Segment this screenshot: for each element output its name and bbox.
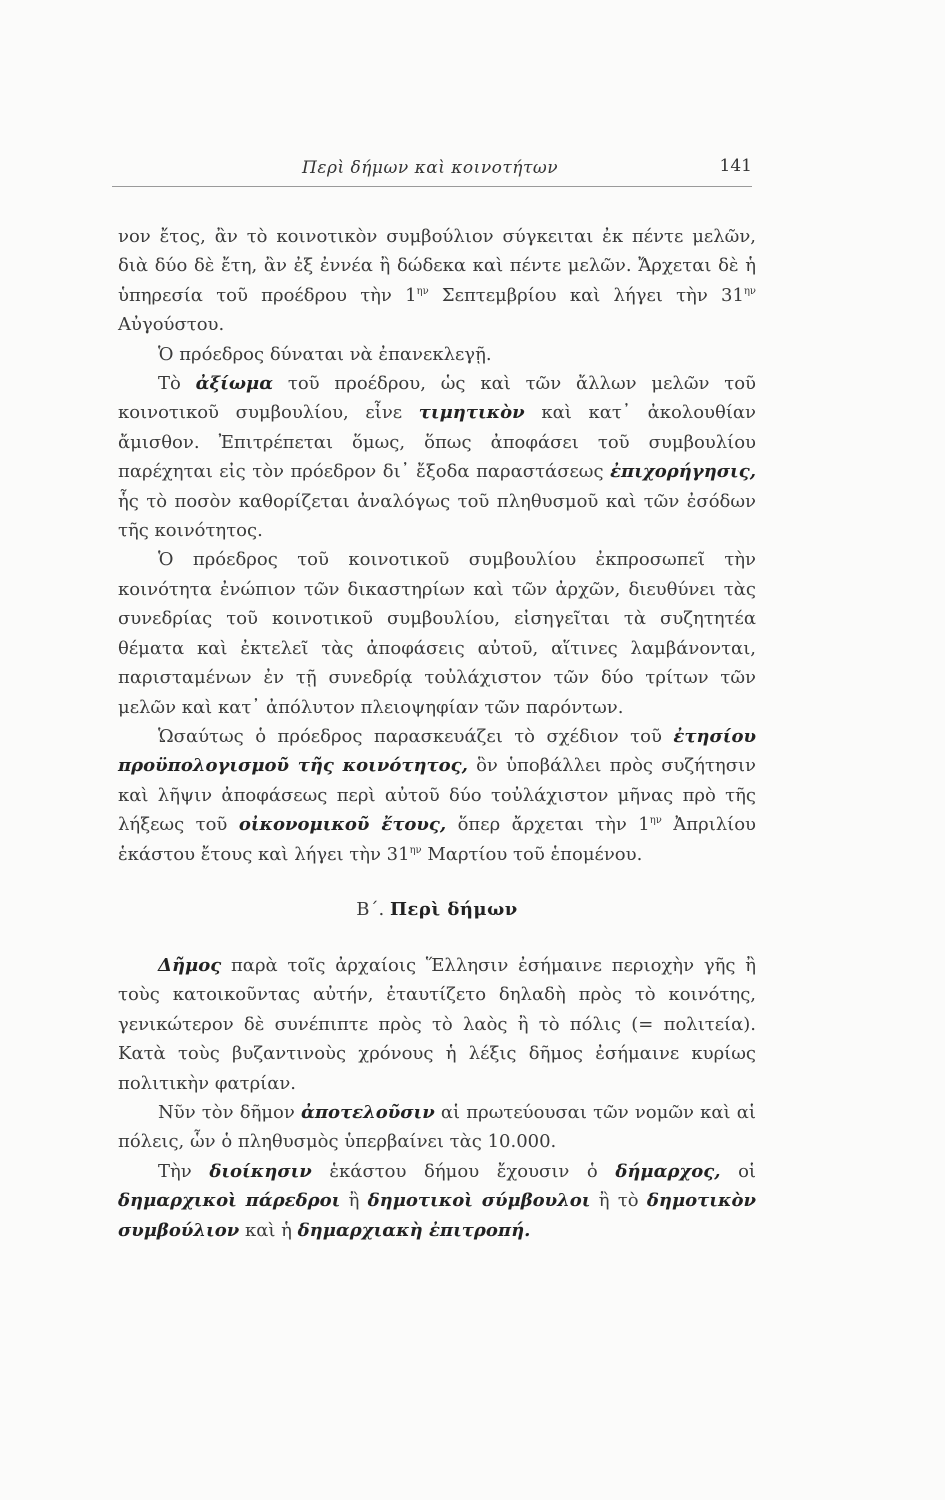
- paragraph-1: [118, 222, 756, 340]
- emphasis: δημοτικὸν συμβούλιον: [118, 1190, 756, 1241]
- text-run: ἢ τὸ: [590, 1190, 647, 1212]
- paragraph-7: [118, 1098, 756, 1157]
- paragraph-5: [118, 722, 756, 869]
- text-run: Αὐγούστου.: [118, 314, 225, 336]
- text-run: καὶ κατ᾽ ἀκολουθίαν ἄμισθον. Ἐπιτρέπεται ὅμως, ὅπως ἀποφάσει τοῦ συμβουλίου παρέχηται εἰς τὸν πρόεδρον δι᾽ ἔξοδα παραστάσεως: [118, 402, 756, 483]
- running-title: Περὶ δήμων καὶ κοινοτήτων: [302, 158, 559, 178]
- text-run: τοῦ προέδρου, ὡς καὶ τῶν ἄλλων μελῶν τοῦ κοινοτικοῦ συμβουλίου, εἶνε: [118, 373, 756, 424]
- section-heading: [118, 895, 756, 925]
- emphasis: οἰκονομικοῦ ἔτους,: [238, 814, 447, 836]
- paragraph-8: [118, 1157, 756, 1245]
- ordinal-suffix: ην: [409, 844, 422, 856]
- emphasis: δημαρχικοὶ πάρεδροι: [118, 1190, 341, 1212]
- text-run: καὶ ἡ: [239, 1219, 298, 1241]
- text-run: αἱ πρωτεύουσαι τῶν νομῶν καὶ αἱ πόλεις, ὧν ὁ πληθυσμὸς ὑπερβαίνει τὰς 10.000.: [118, 1101, 756, 1153]
- text-run: ἧς τὸ ποσὸν καθορίζεται ἀναλόγως τοῦ πληθυσμοῦ καὶ τῶν ἐσόδων τῆς κοινότητος.: [118, 490, 756, 542]
- text-run: Ἀπριλίου ἑκάστου ἔτους καὶ λήγει τὴν 31: [118, 814, 756, 865]
- emphasis: διοίκησιν: [209, 1160, 312, 1182]
- emphasis: τιμητικὸν: [418, 402, 525, 424]
- text-run: οἱ: [720, 1160, 756, 1182]
- emphasis: ἀξίωμα: [195, 373, 274, 395]
- text-run: Τὸ: [158, 373, 196, 395]
- ordinal-suffix: ην: [743, 285, 757, 297]
- text-run: νον ἔτος, ἂν τὸ κοινοτικὸν συμβούλιον σύγκειται ἐκ πέντε μελῶν, διὰ δύο δὲ ἔτη, ἂν ἐξ ἐννέα ἢ δώδεκα καὶ πέντε μελῶν. Ἄρχεται δὲ ἡ ὑπηρεσία τοῦ προέδρου τὴν 1: [118, 226, 756, 306]
- page-number: 141: [719, 156, 752, 176]
- emphasis: δήμαρχος,: [615, 1160, 721, 1182]
- paragraph-3: [118, 369, 756, 545]
- text-run: Σεπτεμβρίου καὶ λήγει τὴν 31: [428, 284, 744, 306]
- emphasis: ἀποτελοῦσιν: [301, 1101, 435, 1123]
- paragraph-6: [118, 951, 756, 1098]
- text-run: Τὴν: [158, 1160, 210, 1182]
- emphasis: ἐτησίου προϋπολογισμοῦ τῆς κοινότητος,: [118, 725, 756, 777]
- section-number: Β΄.: [356, 898, 385, 920]
- section-title: Περὶ δήμων: [389, 898, 518, 920]
- text-run: ὃν ὑποβάλλει πρὸς συζήτησιν καὶ λῆψιν ἀποφάσεως περὶ αὐτοῦ δύο τοὐλάχιστον μῆνας πρὸ τῆς λήξεως τοῦ: [118, 755, 756, 836]
- emphasis: δημαρχιακὴ ἐπιτροπή.: [297, 1219, 531, 1241]
- text-run: Ὁ πρόεδρος τοῦ κοινοτικοῦ συμβουλίου ἐκπροσωπεῖ τὴν κοινότητα ἐνώπιον τῶν δικαστηρίων καὶ τῶν ἀρχῶν, διευθύνει τὰς συνεδρίας τοῦ κοινοτικοῦ συμβουλίου, εἰσηγεῖται τὰ συζητητέα θέματα καὶ ἐκτελεῖ τὰς ἀποφάσεις αὐτοῦ, αἵτινες λαμβάνονται, παρισταμένων ἐν τῇ συνεδρίᾳ τοὐλάχιστον τῶν δύο τρίτων τῶν μελῶν καὶ κατ᾽ ἀπόλυτον πλειοψηφίαν τῶν παρόντων.: [118, 549, 756, 718]
- paragraph-2: [118, 340, 756, 369]
- paragraph-4: [118, 545, 756, 721]
- text-run: Μαρτίου τοῦ ἑπομένου.: [421, 843, 643, 865]
- text-run: παρὰ τοῖς ἀρχαίοις Ἕλλησιν ἐσήμαινε περιοχὴν γῆς ἢ τοὺς κατοικοῦντας αὐτήν, ἐταυτίζετο δηλαδὴ πρὸς τὸ κοινότης, γενικώτερον δὲ συνέπιπτε πρὸς τὸ λαὸς ἢ τὸ πόλις (= πολιτεία). Κατὰ τοὺς βυζαντινοὺς χρόνους ἡ λέξις δῆμος ἐσήμαινε κυρίως πολιτικὴν φατρίαν.: [118, 954, 756, 1094]
- page-header: [112, 150, 752, 190]
- text-run: ἢ: [340, 1190, 368, 1212]
- ordinal-suffix: ην: [649, 815, 662, 827]
- text-run: ἑκάστου δήμου ἔχουσιν ὁ: [311, 1160, 616, 1182]
- emphasis: Δῆμος: [158, 954, 222, 976]
- emphasis: δημοτικοὶ σύμβουλοι: [367, 1190, 591, 1212]
- text-run: ὅπερ ἄρχεται τὴν 1: [446, 814, 650, 836]
- text-run: Ὁ πρόεδρος δύναται νὰ ἐπανεκλεγῇ.: [158, 343, 492, 365]
- emphasis: ἐπιχορήγησις,: [610, 461, 756, 483]
- text-run: Νῦν τὸν δῆμον: [158, 1101, 302, 1123]
- ordinal-suffix: ην: [416, 285, 429, 297]
- header-rule: [112, 186, 752, 187]
- text-run: Ὡσαύτως ὁ πρόεδρος παρασκευάζει τὸ σχέδιον τοῦ: [158, 725, 674, 747]
- body-text: [118, 222, 756, 1245]
